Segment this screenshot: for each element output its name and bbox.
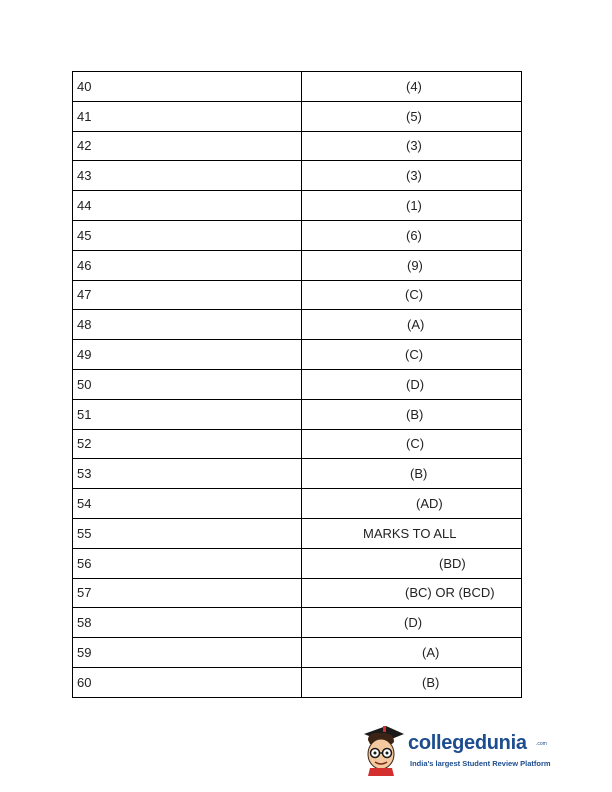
answer-cell bbox=[302, 310, 522, 340]
answer-text: MARKS TO ALL bbox=[363, 525, 457, 541]
answer-cell bbox=[302, 578, 522, 608]
answer-cell bbox=[302, 608, 522, 638]
question-number-cell: 40 bbox=[73, 72, 302, 102]
question-number-cell: 45 bbox=[73, 220, 302, 250]
answer-text: (A) bbox=[407, 317, 425, 333]
question-number-cell: 53 bbox=[73, 459, 302, 489]
answer-cell bbox=[302, 250, 522, 280]
answer-cell bbox=[302, 667, 522, 697]
answer-cell bbox=[302, 191, 522, 221]
answer-cell bbox=[302, 340, 522, 370]
answer-key-table bbox=[72, 71, 522, 698]
question-number-cell: 54 bbox=[73, 489, 302, 519]
question-number-cell: 51 bbox=[73, 399, 302, 429]
answer-cell bbox=[302, 131, 522, 161]
table-row bbox=[73, 191, 522, 221]
table-row bbox=[73, 399, 522, 429]
question-number-cell: 52 bbox=[73, 429, 302, 459]
table-row bbox=[73, 131, 522, 161]
question-number-cell: 44 bbox=[73, 191, 302, 221]
question-number-cell: 49 bbox=[73, 340, 302, 370]
table-row bbox=[73, 161, 522, 191]
table-row bbox=[73, 608, 522, 638]
table-row bbox=[73, 459, 522, 489]
table-row bbox=[73, 340, 522, 370]
answer-text: (4) bbox=[406, 78, 422, 94]
question-number-cell: 48 bbox=[73, 310, 302, 340]
question-number-cell: 58 bbox=[73, 608, 302, 638]
table-row bbox=[73, 280, 522, 310]
table-row bbox=[73, 667, 522, 697]
table-row bbox=[73, 250, 522, 280]
question-number-cell: 56 bbox=[73, 548, 302, 578]
answer-cell bbox=[302, 638, 522, 668]
table-row bbox=[73, 429, 522, 459]
answer-text: (5) bbox=[406, 108, 422, 124]
question-number-cell: 46 bbox=[73, 250, 302, 280]
mascot-icon bbox=[360, 724, 404, 776]
table-row bbox=[73, 369, 522, 399]
question-number-cell: 60 bbox=[73, 667, 302, 697]
answer-text: (D) bbox=[404, 615, 423, 631]
question-number-cell: 41 bbox=[73, 101, 302, 131]
collegedunia-logo bbox=[360, 724, 550, 776]
question-number-cell: 57 bbox=[73, 578, 302, 608]
answer-cell bbox=[302, 280, 522, 310]
answer-cell bbox=[302, 220, 522, 250]
question-number-cell: 59 bbox=[73, 638, 302, 668]
answer-text: (9) bbox=[407, 257, 423, 273]
answer-text: (B) bbox=[406, 406, 424, 422]
table-row bbox=[73, 310, 522, 340]
answer-text: (3) bbox=[406, 138, 422, 154]
answer-cell bbox=[302, 489, 522, 519]
answer-cell bbox=[302, 161, 522, 191]
answer-text: (B) bbox=[422, 674, 440, 690]
answer-text: (6) bbox=[406, 227, 422, 243]
table-row bbox=[73, 489, 522, 519]
question-number-cell: 55 bbox=[73, 518, 302, 548]
brand-tagline: India's largest Student Review Platform bbox=[410, 759, 551, 768]
answer-cell bbox=[302, 459, 522, 489]
answer-cell bbox=[302, 429, 522, 459]
table-row bbox=[73, 578, 522, 608]
answer-text: (A) bbox=[422, 645, 440, 661]
answer-text: (D) bbox=[406, 376, 425, 392]
table-row bbox=[73, 72, 522, 102]
answer-text: (C) bbox=[405, 287, 424, 303]
answer-cell bbox=[302, 518, 522, 548]
answer-text: (B) bbox=[410, 466, 428, 482]
answer-cell bbox=[302, 101, 522, 131]
answer-text: (AD) bbox=[416, 496, 443, 512]
question-number-cell: 43 bbox=[73, 161, 302, 191]
answer-cell bbox=[302, 399, 522, 429]
answer-text: (C) bbox=[405, 347, 424, 363]
table-row bbox=[73, 548, 522, 578]
brand-domain: .com bbox=[536, 741, 547, 747]
table-row bbox=[73, 101, 522, 131]
answer-text: (3) bbox=[406, 168, 422, 184]
answer-key-body bbox=[73, 72, 522, 698]
answer-cell bbox=[302, 72, 522, 102]
table-row bbox=[73, 518, 522, 548]
answer-text: (1) bbox=[406, 198, 422, 214]
question-number-cell: 50 bbox=[73, 369, 302, 399]
table-row bbox=[73, 220, 522, 250]
answer-text: (BD) bbox=[439, 555, 466, 571]
answer-text: (C) bbox=[406, 436, 425, 452]
question-number-cell: 42 bbox=[73, 131, 302, 161]
brand-name: collegedunia bbox=[408, 732, 527, 754]
question-number-cell: 47 bbox=[73, 280, 302, 310]
answer-cell bbox=[302, 369, 522, 399]
answer-text: (BC) OR (BCD) bbox=[405, 585, 495, 601]
table-row bbox=[73, 638, 522, 668]
answer-cell bbox=[302, 548, 522, 578]
